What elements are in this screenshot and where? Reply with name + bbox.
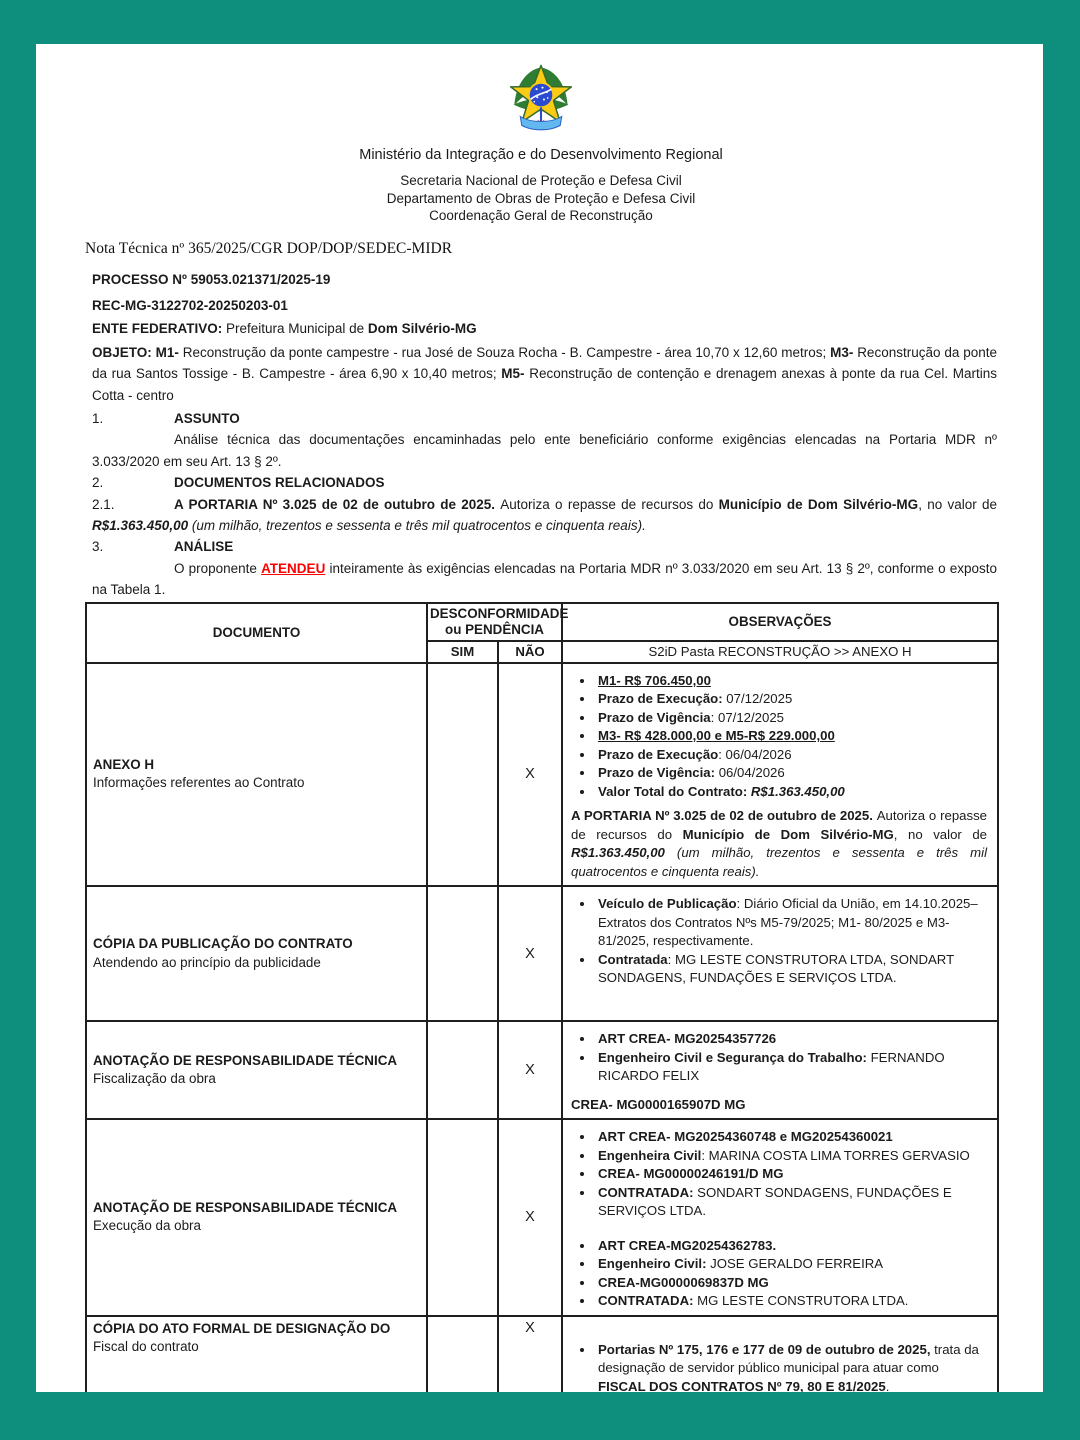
section-paragraph-analise: O proponente ATENDEU inteiramente às exigências elencadas na Portaria MDR nº 3.033/2020 em seu Art. 13 § 2º, conforme o exposto na Tabela 1.	[92, 560, 997, 598]
section-title: ANÁLISE	[174, 539, 234, 555]
brazil-coat-of-arms-logo	[504, 62, 578, 134]
observation-list-sondart	[595, 1128, 987, 1221]
nota-tecnica-reference: Nota Técnica nº 365/2025/CGR DOP/DOP/SEDEC-MIDR	[85, 239, 453, 257]
observations-cell	[562, 1021, 998, 1119]
nao-x-mark: X	[498, 886, 562, 1021]
document-page	[36, 44, 1043, 1392]
document-subtitle: Informações referentes ao Contrato	[93, 775, 305, 791]
col-header-desconformidade: DESCONFORMIDADE ou PENDÊNCIA	[427, 603, 562, 641]
sim-cell	[427, 1316, 498, 1392]
objeto-description: OBJETO: M1- Reconstrução da ponte campestre - rua José de Souza Rocha - B. Campestre - área 10,70 x 12,60 metros; M3- Reconstrução da ponte da rua Santos Tossige - B. Campestre - área 6,90 x 10,40 metros; M5- Reconstrução de contenção e drenagem anexas à ponte da rua Cel. Martins Cotta - centro	[92, 344, 998, 403]
document-name-cell	[86, 1316, 427, 1392]
org-line-secretaria: Secretaria Nacional de Proteção e Defesa Civil	[400, 173, 682, 188]
section-number: 1.	[92, 410, 104, 426]
observation-list-mg-leste	[595, 1237, 987, 1311]
observations-cell	[562, 663, 998, 887]
document-title: CÓPIA DA PUBLICAÇÃO DO CONTRATO	[93, 936, 353, 952]
observation-bullet: • Prazo de Execução: 06/04/2026	[595, 746, 987, 765]
org-line-departamento: Departamento de Obras de Proteção e Defesa Civil	[386, 190, 696, 206]
section-heading-assunto	[92, 408, 997, 429]
table-row-designacao-fiscal	[86, 1316, 998, 1392]
section-heading-analise	[92, 536, 997, 557]
observation-list	[595, 1341, 987, 1392]
observation-list	[595, 895, 987, 988]
observation-bullet: • Prazo de Vigência: 07/12/2025	[595, 709, 987, 728]
observation-paragraph: A PORTARIA Nº 3.025 de 02 de outubro de 2025. Autoriza o repasse de recursos do Município de Dom Silvério-MG, no valor de R$1.363.450,00 (um milhão, trezentos e sessenta e três mil quatrocentos e cinquenta reais).	[571, 808, 988, 879]
observation-bullet: • Portarias Nº 175, 176 e 177 de 09 de outubro de 2025, trata da designação de servidor público municipal para atuar como FISCAL DOS CONTRATOS Nº 79, 80 E 81/2025.	[595, 1341, 987, 1392]
document-sections	[85, 408, 997, 601]
section-paragraph-portaria	[92, 494, 997, 537]
observation-bullet: • CONTRATADA: MG LESTE CONSTRUTORA LTDA.	[595, 1292, 987, 1311]
observation-bullet: • Veículo de Publicação: Diário Oficial da União, em 14.10.2025– Extratos dos Contratos Nºs M5-79/2025; M1- 80/2025 e M3- 81/2025, respectivamente.	[595, 895, 987, 951]
document-title: CÓPIA DO ATO FORMAL DE DESIGNAÇÃO DO	[93, 1320, 391, 1336]
document-title: ANOTAÇÃO DE RESPONSABILIDADE TÉCNICA	[93, 1052, 398, 1068]
org-line-coordenacao: Coordenação Geral de Reconstrução	[429, 208, 653, 223]
section-heading-documentos	[92, 472, 997, 493]
observation-bullet: • Engenheiro Civil e Segurança do Trabalho: FERNANDO RICARDO FELIX	[595, 1049, 987, 1086]
observation-bullet: • ART CREA-MG20254362783.	[595, 1237, 987, 1256]
col-header-observacoes: OBSERVAÇÕES	[562, 603, 998, 641]
sim-cell	[427, 663, 498, 887]
document-name-cell	[86, 1021, 427, 1119]
observation-bullet: • CREA- MG00000246191/D MG	[595, 1165, 987, 1184]
sim-cell	[427, 1021, 498, 1119]
section-number: 2.	[92, 475, 104, 491]
observation-bullet: • M1- R$ 706.450,00	[595, 672, 987, 691]
observation-bullet: • Engenheiro Civil: JOSE GERALDO FERREIRA	[595, 1255, 987, 1274]
observation-bullet: • Prazo de Execução: 07/12/2025	[595, 690, 987, 709]
nao-x-mark: X	[498, 663, 562, 887]
observation-bullet: • Prazo de Vigência: 06/04/2026	[595, 764, 987, 783]
org-hierarchy	[85, 172, 997, 225]
ente-federativo: ENTE FEDERATIVO: Prefeitura Municipal de Dom Silvério-MG	[92, 321, 477, 337]
observation-bullet: • ART CREA- MG20254357726	[595, 1030, 987, 1049]
document-subtitle: Execução da obra	[93, 1218, 201, 1234]
document-name-cell	[86, 663, 427, 887]
observations-cell	[562, 886, 998, 1021]
nao-x-mark: X	[498, 1119, 562, 1316]
ministry-name: Ministério da Integração e do Desenvolvimento Regional	[359, 147, 723, 163]
table-row-publicacao	[86, 886, 998, 1021]
observation-bullet: • CREA-MG0000069837D MG	[595, 1274, 987, 1293]
observation-bullet: • CONTRATADA: SONDART SONDAGENS, FUNDAÇÕES E SERVIÇOS LTDA.	[595, 1184, 987, 1221]
observations-cell	[562, 1316, 998, 1392]
section-paragraph-assunto: Análise técnica das documentações encaminhadas pelo ente beneficiário conforme exigências elencadas na Portaria MDR nº 3.033/2020 em seu Art. 13 § 2º.	[92, 432, 997, 469]
process-metadata	[85, 269, 997, 406]
observation-bullet: • ART CREA- MG20254360748 e MG20254360021	[595, 1128, 987, 1147]
nao-x-mark: X	[498, 1021, 562, 1119]
document-title: ANEXO H	[93, 756, 155, 772]
observation-bullet: • Engenheira Civil: MARINA COSTA LIMA TORRES GERVASIO	[595, 1147, 987, 1166]
observations-cell	[562, 1119, 998, 1316]
crea-footer-line: CREA- MG0000165907D MG	[571, 1096, 746, 1112]
document-subtitle: Atendendo ao princípio da publicidade	[93, 954, 321, 970]
observation-bullet: • M3- R$ 428.000,00 e M5-R$ 229.000,00	[595, 727, 987, 746]
col-header-nao: NÃO	[498, 641, 562, 663]
sim-cell	[427, 1119, 498, 1316]
documents-analysis-table	[85, 602, 999, 1392]
table-row-art-fiscalizacao	[86, 1021, 998, 1119]
section-number: 2.1.	[92, 496, 115, 512]
document-subtitle: Fiscal do contrato	[93, 1339, 199, 1355]
document-name-cell	[86, 886, 427, 1021]
document-name-cell	[86, 1119, 427, 1316]
col-header-documento: DOCUMENTO	[86, 603, 427, 663]
processo-number: PROCESSO Nº 59053.021371/2025-19	[92, 271, 331, 287]
observation-list	[595, 672, 987, 802]
section-title: DOCUMENTOS RELACIONADOS	[174, 475, 385, 491]
table-row-art-execucao	[86, 1119, 998, 1316]
section-title: ASSUNTO	[174, 410, 240, 426]
table-row-anexo-h	[86, 663, 998, 887]
rec-number: REC-MG-3122702-20250203-01	[92, 297, 288, 313]
section-number: 3.	[92, 539, 104, 555]
observation-bullet: • Valor Total do Contrato: R$1.363.450,00	[595, 783, 987, 802]
col-header-sim: SIM	[427, 641, 498, 663]
obs-source-path: S2iD Pasta RECONSTRUÇÃO >> ANEXO H	[562, 641, 998, 663]
observation-list	[595, 1030, 987, 1086]
document-subtitle: Fiscalização da obra	[93, 1071, 216, 1087]
portaria-text: A PORTARIA Nº 3.025 de 02 de outubro de 2025. Autoriza o repasse de recursos do Município de Dom Silvério-MG, no valor de R$1.363.450,00 (um milhão, trezentos e sessenta e três mil quatrocentos e cinquenta reais).	[92, 496, 997, 533]
observation-bullet: • Contratada: MG LESTE CONSTRUTORA LTDA, SONDART SONDAGENS, FUNDAÇÕES E SERVIÇOS LTDA.	[595, 951, 987, 988]
sim-cell	[427, 886, 498, 1021]
nao-x-mark: X	[498, 1316, 562, 1392]
document-title: ANOTAÇÃO DE RESPONSABILIDADE TÉCNICA	[93, 1199, 398, 1215]
